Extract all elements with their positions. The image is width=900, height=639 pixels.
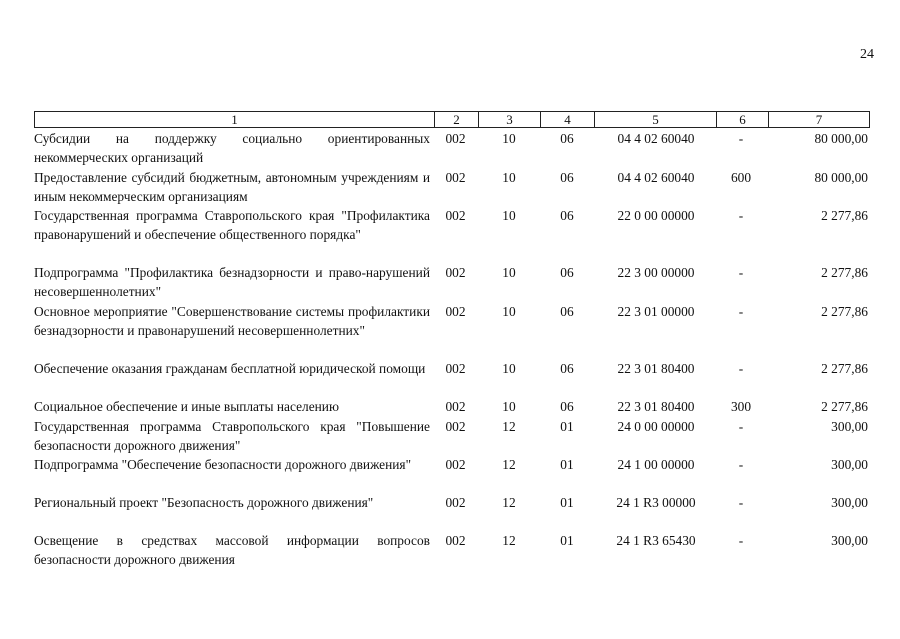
row-col-7: 2 277,86 (821, 265, 868, 280)
row-name: Основное мероприятие "Совершенствование системы профилактики безнадзорности и правонарушений несовершеннолетних" (34, 304, 430, 338)
header-col-4: 4 (541, 112, 595, 127)
row-col-3: 10 (502, 208, 516, 223)
row-col-2: 002 (445, 457, 466, 472)
row-col-2: 002 (445, 361, 466, 376)
row-col-4: 06 (560, 170, 574, 185)
row-col-4: 01 (560, 495, 574, 510)
row-col-7: 2 277,86 (821, 361, 868, 376)
header-col-5: 5 (595, 112, 717, 127)
row-col-3: 10 (502, 131, 516, 146)
row-col-2: 002 (445, 533, 466, 548)
row-col-6: - (738, 361, 744, 376)
row-col-7: 2 277,86 (821, 208, 868, 223)
row-col-2: 002 (445, 495, 466, 510)
row-col-7: 300,00 (831, 495, 868, 510)
row-col-6: - (738, 495, 744, 510)
row-col-4: 06 (560, 304, 574, 319)
row-col-5: 22 0 00 00000 (617, 208, 695, 223)
row-col-3: 12 (502, 495, 516, 510)
row-col-7: 80 000,00 (814, 170, 868, 185)
row-col-6: - (738, 265, 744, 280)
row-col-6: - (738, 419, 744, 434)
row-col-4: 06 (560, 265, 574, 280)
row-name: Предоставление субсидий бюджетным, автономным учреждениям и иным некоммерческим организациям (34, 170, 430, 204)
header-col-7: 7 (815, 112, 823, 127)
row-col-4: 06 (560, 361, 574, 376)
row-col-5: 04 4 02 60040 (617, 170, 695, 185)
row-col-2: 002 (445, 304, 466, 319)
row-col-4: 06 (560, 131, 574, 146)
row-name: Подпрограмма "Обеспечение безопасности дорожного движения" (34, 457, 412, 472)
row-col-5: 22 3 00 00000 (617, 265, 695, 280)
row-col-3: 10 (502, 361, 516, 376)
row-col-5: 22 3 01 80400 (617, 399, 695, 414)
row-col-7: 300,00 (831, 533, 868, 548)
header-col-6: 6 (717, 112, 769, 127)
row-col-5: 24 1 00 00000 (617, 457, 695, 472)
row-col-6: 600 (730, 170, 752, 185)
header-col-3: 3 (479, 112, 541, 127)
row-name: Социальное обеспечение и иные выплаты населению (34, 399, 339, 414)
row-col-3: 12 (502, 419, 516, 434)
row-col-2: 002 (445, 399, 466, 414)
row-col-2: 002 (445, 208, 466, 223)
row-col-2: 002 (445, 419, 466, 434)
row-col-3: 12 (502, 533, 516, 548)
row-col-2: 002 (445, 170, 466, 185)
row-name: Государственная программа Ставропольского края "Повышение безопасности дорожного движения" (34, 419, 430, 453)
row-col-7: 300,00 (831, 457, 868, 472)
row-name: Субсидии на поддержку социально ориентированных некоммерческих организаций (34, 131, 430, 165)
row-name: Подпрограмма "Профилактика безнадзорности и право-нарушений несовершеннолетних" (34, 265, 430, 299)
row-col-6: - (738, 208, 744, 223)
row-col-7: 80 000,00 (814, 131, 868, 146)
row-col-5: 22 3 01 80400 (617, 361, 695, 376)
row-col-4: 06 (560, 399, 574, 414)
row-col-5: 24 1 R3 00000 (616, 495, 696, 510)
row-col-5: 04 4 02 60040 (617, 131, 695, 146)
header-col-1: 1 (35, 112, 435, 127)
row-col-5: 24 1 R3 65430 (616, 533, 696, 548)
row-col-3: 10 (502, 304, 516, 319)
row-col-6: - (738, 457, 744, 472)
row-col-6: - (738, 304, 744, 319)
row-col-4: 01 (560, 419, 574, 434)
row-col-4: 01 (560, 533, 574, 548)
header-col-2: 2 (435, 112, 479, 127)
row-name: Региональный проект "Безопасность дорожного движения" (34, 495, 374, 510)
row-col-3: 12 (502, 457, 516, 472)
table-header (34, 111, 870, 128)
row-col-3: 10 (502, 265, 516, 280)
row-col-5: 22 3 01 00000 (617, 304, 695, 319)
row-col-4: 06 (560, 208, 574, 223)
row-col-7: 2 277,86 (821, 304, 868, 319)
row-name: Обеспечение оказания гражданам бесплатной юридической помощи (34, 361, 426, 376)
row-col-2: 002 (445, 265, 466, 280)
row-name: Освещение в средствах массовой информации вопросов безопасности дорожного движения (34, 533, 430, 567)
row-col-6: - (738, 533, 744, 548)
row-name: Государственная программа Ставропольского края "Профилактика правонарушений и обеспечение общественного порядка" (34, 208, 430, 242)
row-col-7: 300,00 (831, 419, 868, 434)
row-col-7: 2 277,86 (821, 399, 868, 414)
row-col-2: 002 (445, 131, 466, 146)
row-col-4: 01 (560, 457, 574, 472)
row-col-6: - (738, 131, 744, 146)
row-col-6: 300 (730, 399, 752, 414)
row-col-5: 24 0 00 00000 (617, 419, 695, 434)
row-col-3: 10 (502, 170, 516, 185)
row-col-3: 10 (502, 399, 516, 414)
page-number: 24 (860, 47, 874, 62)
